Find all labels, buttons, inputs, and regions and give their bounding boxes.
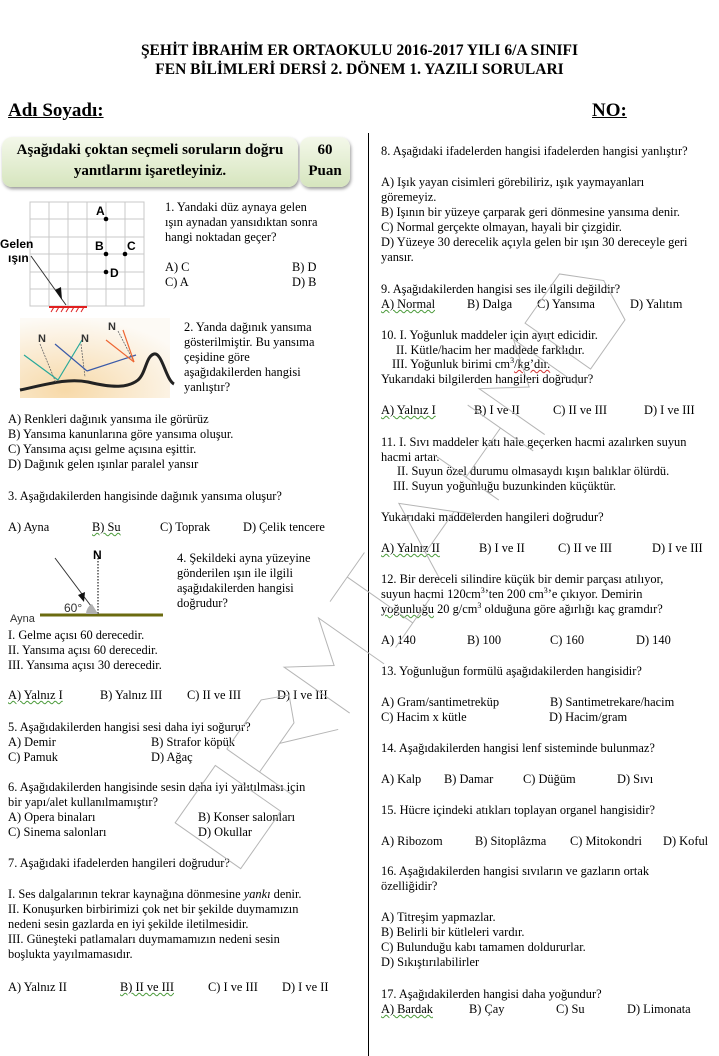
q5-option-c[interactable]: C) Pamuk	[8, 750, 58, 764]
q15-option-c[interactable]: C) Mitokondri	[570, 834, 642, 848]
q9-option-c[interactable]: C) Yansıma	[537, 297, 595, 311]
q1-option-c[interactable]: C) A	[165, 275, 189, 289]
q10-question: Yukarıdaki bilgilerden hangileri doğrudur?	[381, 372, 594, 386]
q2-stem-1: 2. Yanda dağınık yansıma	[184, 320, 312, 334]
q2-stem-2: gösterilmiştir. Bu yansıma	[184, 335, 315, 349]
q1-stem-1: 1. Yandaki düz aynaya gelen	[165, 200, 307, 214]
q4-statement-2: II. Yansıma açısı 60 derecedir.	[8, 643, 158, 657]
point-d-label: D	[110, 266, 119, 280]
q17-option-a[interactable]: A) Bardak	[381, 1002, 433, 1016]
q2-option-c[interactable]: C) Yansıma açısı gelme açısına eşittir.	[8, 442, 197, 456]
q3-option-b[interactable]: B) Su	[92, 520, 121, 534]
incident-ray-label-2: ışın	[8, 251, 29, 265]
q4-option-d[interactable]: D) I ve III	[277, 688, 328, 702]
q15-option-d[interactable]: D) Koful	[663, 834, 709, 848]
q10-option-a[interactable]: A) Yalnız I	[381, 403, 436, 417]
point-a-label: A	[96, 204, 105, 218]
points-label: Puan	[308, 163, 342, 179]
q3-option-d[interactable]: D) Çelik tencere	[243, 520, 325, 534]
q7-statement-2: II. Konuşurken birbirimizi çok net bir şekilde duymamızın	[8, 902, 299, 916]
q16-option-a[interactable]: A) Titreşim yapmazlar.	[381, 910, 496, 924]
q12-stem-3: yoğunluğu 20 $g/cm^3$ olduğuna göre ağırlığı kaç gramdır?	[381, 600, 663, 616]
q7-option-a[interactable]: A) Yalnız II	[8, 980, 67, 994]
q9-option-b[interactable]: B) Dalga	[467, 297, 513, 311]
normal-label: N	[93, 548, 102, 562]
q8-option-c[interactable]: C) Normal gerçekte olmayan, hayali bir çizgidir.	[381, 220, 622, 234]
q5-stem: 5. Aşağıdakilerden hangisi sesi daha iyi soğurur?	[8, 720, 251, 734]
q17-option-d[interactable]: D) Limonata	[627, 1002, 691, 1016]
q4-option-c[interactable]: C) II ve III	[187, 688, 242, 702]
q16-option-b[interactable]: B) Belirli bir kütleleri vardır.	[381, 925, 525, 939]
q2-option-b[interactable]: B) Yansıma kanunlarına göre yansıma oluşur.	[8, 427, 234, 441]
diffuse-reflection-figure	[18, 318, 176, 400]
q11-question: Yukarıdaki maddelerden hangileri doğrudur?	[381, 510, 604, 524]
q7-option-c[interactable]: C) I ve III	[208, 980, 258, 994]
q11-statement-1-cont: hacmi artar.	[381, 450, 440, 464]
q4-stem-4: doğrudur?	[177, 596, 228, 610]
q15-stem: 15. Hücre içindeki atıkları toplayan organel hangisidir?	[381, 803, 655, 817]
q15-option-a[interactable]: A) Ribozom	[381, 834, 443, 848]
q7-statement-1: I. Ses dalgalarının tekrar kaynağına dönmesine yankı denir.	[8, 887, 302, 901]
point-b-label: B	[95, 239, 104, 253]
q6-option-b[interactable]: B) Konser salonları	[198, 810, 296, 824]
q5-option-a[interactable]: A) Demir	[8, 735, 56, 749]
q17-stem: 17. Aşağıdakilerden hangisi daha yoğundur?	[381, 987, 602, 1001]
q8-option-a-cont: göremeyiz.	[381, 190, 437, 204]
q9-option-a[interactable]: A) Normal	[381, 297, 436, 311]
q3-stem: 3. Aşağıdakilerden hangisinde dağınık yansıma oluşur?	[8, 489, 282, 503]
normal-label-3: N	[108, 321, 116, 333]
normal-label-2: N	[81, 333, 89, 345]
q14-option-a[interactable]: A) Kalp	[381, 772, 422, 786]
q8-option-d-cont: yansır.	[381, 250, 414, 264]
q8-stem: 8. Aşağıdaki ifadelerden hangisi ifadelerden hangisi yanlıştır?	[381, 144, 688, 158]
q4-statement-1: I. Gelme açısı 60 derecedir.	[8, 628, 145, 642]
q1-stem-3: hangi noktadan geçer?	[165, 230, 277, 244]
q6-stem-1: 6. Aşağıdakilerden hangisinde sesin daha iyi yalıtılması için	[8, 780, 306, 794]
mirror-label: Ayna	[10, 613, 35, 625]
q7-statement-3-cont: boşlukta yayılmamasıdır.	[8, 947, 133, 961]
q4-statement-3: III. Yansıma açısı 30 derecedir.	[8, 658, 162, 672]
q13-option-d[interactable]: D) Hacim/gram	[549, 710, 628, 724]
q13-option-b[interactable]: B) Santimetrekare/hacim	[550, 695, 675, 709]
q4-stem-1: 4. Şekildeki ayna yüzeyine	[177, 551, 311, 565]
q9-stem: 9. Aşağıdakilerden hangisi ses ile ilgili değildir?	[381, 282, 621, 296]
q12-option-c[interactable]: C) 160	[550, 633, 585, 647]
q1-option-a[interactable]: A) C	[165, 260, 190, 274]
q4-option-b[interactable]: B) Yalnız III	[100, 688, 163, 702]
q4-option-a[interactable]: A) Yalnız I	[8, 688, 63, 702]
exam-title-line2: FEN BİLİMLERİ DERSİ 2. DÖNEM 1. YAZILI SORULARI	[155, 61, 564, 78]
q7-option-b[interactable]: B) II ve III	[120, 980, 175, 994]
q15-option-b[interactable]: B) Sitoplâzma	[475, 834, 547, 848]
grid-mirror-figure	[0, 195, 160, 315]
q11-statement-2: II. Suyun özel durumu olmasaydı kışın balıklar ölürdü.	[397, 464, 670, 478]
q17-option-c[interactable]: C) Su	[556, 1002, 585, 1016]
q13-stem: 13. Yoğunluğun formülü aşağıdakilerden hangisidir?	[381, 664, 642, 678]
q12-option-d[interactable]: D) 140	[636, 633, 671, 647]
q2-stem-5: yanlıştır?	[184, 380, 231, 394]
q10-option-b[interactable]: B) I ve II	[474, 403, 520, 417]
q10-statement-2: II. Kütle/hacim her maddede farklıdır.	[396, 343, 585, 357]
point-c-label: C	[127, 239, 136, 253]
q11-option-c[interactable]: C) II ve III	[558, 541, 613, 555]
q11-option-b[interactable]: B) I ve II	[479, 541, 525, 555]
q12-stem-2: suyun hacmi $120cm^3’ten$ 200 $cm^3’e$ çıkıyor. Demirin	[381, 585, 643, 601]
q3-option-a[interactable]: A) Ayna	[8, 520, 50, 534]
q8-option-a[interactable]: A) Işık yayan cisimleri görebiliriz, ışık yaymayanları	[381, 175, 645, 189]
q14-option-b[interactable]: B) Damar	[444, 772, 494, 786]
q1-stem-2: ışın aynadan yansıdıktan sonra	[165, 215, 318, 229]
q12-stem-1: 12. Bir dereceli silindire küçük bir demir parçası atılıyor,	[381, 572, 664, 586]
q7-statement-3: III. Güneşteki patlamaları duymamamızın nedeni sesin	[8, 932, 280, 946]
q3-option-c[interactable]: C) Toprak	[160, 520, 211, 534]
q11-option-d[interactable]: D) I ve III	[652, 541, 703, 555]
points-badge	[300, 137, 350, 187]
q16-option-c[interactable]: C) Bulunduğu kabı tamamen doldururlar.	[381, 940, 586, 954]
q14-option-d[interactable]: D) Sıvı	[617, 772, 654, 786]
instruction-line2: yanıtlarını işaretleyiniz.	[73, 163, 227, 179]
q2-option-a[interactable]: A) Renkleri dağınık yansıma ile görürüz	[8, 412, 209, 426]
q10-option-c[interactable]: C) II ve III	[553, 403, 608, 417]
q12-option-b[interactable]: B) 100	[467, 633, 502, 647]
q8-option-d[interactable]: D) Yüzeye 30 derecelik açıyla gelen bir ışın 30 dereceyle geri	[381, 235, 688, 249]
q2-option-d[interactable]: D) Dağınık gelen ışınlar paralel yansır	[8, 457, 199, 471]
instruction-line1: Aşağıdaki çoktan seçmeli soruların doğru	[16, 142, 284, 158]
q16-stem-2: özelliğidir?	[381, 879, 438, 893]
q11-option-a[interactable]: A) Yalnız II	[381, 541, 440, 555]
q14-option-c[interactable]: C) Düğüm	[523, 772, 576, 786]
q2-stem-3: çeşidine göre	[184, 350, 250, 364]
q7-stem: 7. Aşağıdaki ifadelerden hangileri doğrudur?	[8, 856, 230, 870]
q1-option-b[interactable]: B) D	[292, 260, 317, 274]
instruction-banner	[2, 137, 298, 187]
q12-option-a[interactable]: A) 140	[381, 633, 416, 647]
q11-statement-3: III. Suyun yoğunluğu buzunkinden küçüktür.	[393, 479, 617, 493]
q11-statement-1: 11. I. Sıvı maddeler katı hale geçerken hacmi azalırken suyun	[381, 435, 687, 449]
q6-option-d[interactable]: D) Okullar	[198, 825, 253, 839]
q13-option-c[interactable]: C) Hacim x kütle	[381, 710, 467, 724]
q7-option-d[interactable]: D) I ve II	[282, 980, 329, 994]
q2-stem-4: aşağıdakilerden hangisi	[184, 365, 301, 379]
student-name-label: Adı Soyadı:	[8, 100, 104, 121]
q8-option-b[interactable]: B) Işının bir yüzeye çarparak geri dönmesine yansıma denir.	[381, 205, 680, 219]
q16-stem-1: 16. Aşağıdakilerden hangisi sıvıların ve gazların ortak	[381, 864, 650, 878]
q10-statement-3: III. Yoğunluk birimi $cm^3/kg’dır$.	[392, 355, 551, 371]
q6-option-a[interactable]: A) Opera binaları	[8, 810, 96, 824]
student-number-label: NO:	[592, 100, 627, 121]
q4-stem-3: aşağıdakilerden hangisi	[177, 581, 294, 595]
points-value: 60	[317, 142, 333, 158]
mirror-angle-figure	[0, 545, 170, 625]
q9-option-d[interactable]: D) Yalıtım	[630, 297, 683, 311]
q7-statement-2-cont: nedeni sesin gazlarda en iyi şekilde iletilmesidir.	[8, 917, 249, 931]
q5-option-b[interactable]: B) Strafor köpük	[151, 735, 235, 749]
angle-label: 60°	[64, 601, 83, 615]
q6-stem-2: bir yapı/alet kullanılmamıştır?	[8, 795, 159, 809]
column-divider	[368, 133, 369, 1056]
q17-option-b[interactable]: B) Çay	[469, 1002, 505, 1016]
normal-label-1: N	[38, 333, 46, 345]
q5-option-d[interactable]: D) Ağaç	[151, 750, 193, 764]
q10-statement-1: 10. I. Yoğunluk maddeler için ayırt edicidir.	[381, 328, 598, 342]
q10-option-d[interactable]: D) I ve III	[644, 403, 695, 417]
q1-option-d[interactable]: D) B	[292, 275, 317, 289]
q14-stem: 14. Aşağıdakilerden hangisi lenf sisteminde bulunmaz?	[381, 741, 655, 755]
q4-stem-2: gönderilen ışın ile ilgili	[177, 566, 293, 580]
q16-option-d[interactable]: D) Sıkıştırılabilirler	[381, 955, 480, 969]
q6-option-c[interactable]: C) Sinema salonları	[8, 825, 107, 839]
incident-ray-label-1: Gelen	[0, 237, 34, 251]
q13-option-a[interactable]: A) Gram/santimetreküp	[381, 695, 500, 709]
exam-title-line1: ŞEHİT İBRAHİM ER ORTAOKULU 2016-2017 YILI 6/A SINIFI	[140, 42, 579, 59]
